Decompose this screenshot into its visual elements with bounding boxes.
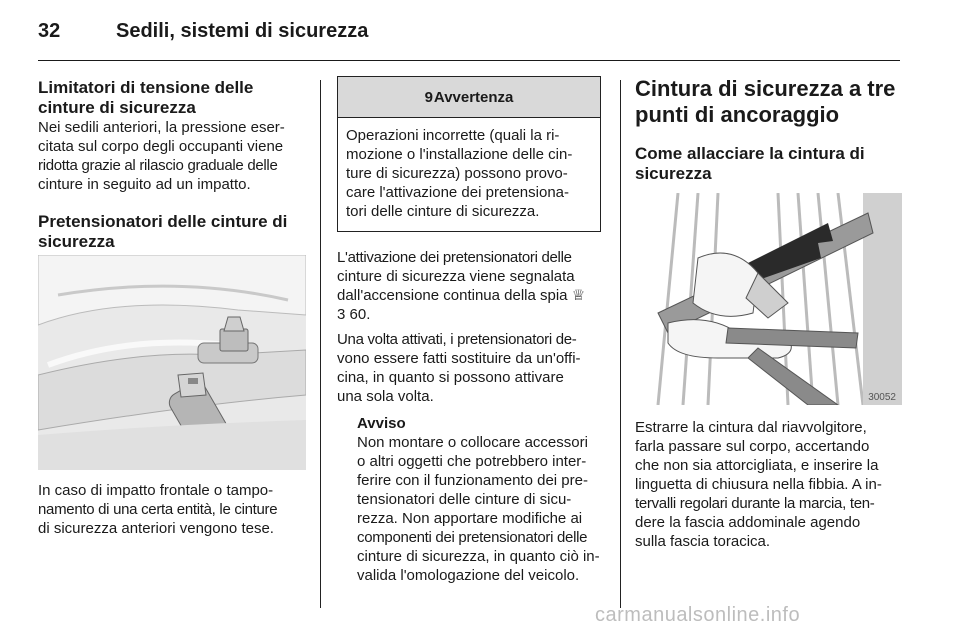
page-number: 32 [38,20,61,42]
text-line: componenti dei pretensionatori delle [357,529,588,546]
text-line: cina, in quanto si possono attivare [337,369,564,386]
heading-line: Pretensionatori delle cinture di [38,212,288,231]
column-1 [38,78,306,252]
heading-line: sicurezza [635,164,712,183]
watermark: carmanualsonline.info [595,604,801,626]
fasten-belt-illustration [638,193,902,405]
paragraph-replacement [337,330,607,406]
text-line: linguetta di chiusura nella fibbia. A in- [635,476,882,493]
warning-title: Avvertenza [433,88,514,106]
warning-body [338,118,600,231]
paragraph-pretensioners [38,481,306,538]
text-line: valida l'omologazione del veicolo. [357,567,580,584]
column-divider-right [620,80,621,608]
text-line: tori delle cinture di sicurezza. [346,203,540,220]
text-line: dall'accensione continua della spia ♕ [337,287,586,304]
text-line: ture di sicurezza) possono provo- [346,165,568,182]
heading-line: Limitatori di tensione delle [38,78,254,97]
text-line: mozione o l'installazione delle cin- [346,146,573,163]
text-line: In caso di impatto frontale o tampo- [38,482,274,499]
text-line: Nei sedili anteriori, la pressione eser- [38,119,285,136]
section-heading-limiters [38,78,306,118]
belt-illustration-svg [638,193,902,405]
text-line: cinture in seguito ad un impatto. [38,176,251,193]
figure-code: 30052 [868,392,896,403]
running-title: Sedili, sistemi di sicurezza [116,20,369,42]
section-heading-fasten-belt [635,144,905,184]
heading-line: Come allacciare la cintura di [635,144,865,163]
paragraph-fasten-instructions [635,418,905,551]
page-header [38,18,900,62]
text-line: cinture di sicurezza, in quanto ciò in- [357,548,600,565]
text-line: di sicurezza anteriori vengono tese. [38,520,274,537]
text-line: rezza. Non apportare modifiche ai [357,510,583,527]
text-line: Operazioni incorrette (quali la ri- [346,127,560,144]
warning-box [337,76,601,232]
text-line: Non montare o collocare accessori [357,434,588,451]
heading-line: punti di ancoraggio [635,102,840,127]
text-line: citata sul corpo degli occupanti viene [38,138,284,155]
heading-line: Cintura di sicurezza a tre [635,76,896,101]
column-3 [635,76,905,184]
text-line: care l'attivazione dei pretensiona- [346,184,569,201]
section-heading-three-point-belt [635,76,905,128]
column-divider-left [320,80,321,608]
seat-illustration-svg [38,255,306,470]
text-line: sulla fascia toracica. [635,533,771,550]
text-line: ferire con il funzionamento dei pre- [357,472,588,489]
text-line: namento di una certa entità, le cinture [38,501,278,518]
header-rule [38,60,900,61]
text-line: tensionatori delle cinture di sicu- [357,491,572,508]
text-line: una sola volta. [337,388,434,405]
warning-symbol-icon: 9 [424,88,433,106]
text-line: Una volta attivati, i pretensionatori de- [337,331,577,348]
warning-title-bar [338,77,600,118]
column-1-bottom [38,481,306,538]
paragraph-limiters [38,118,306,194]
text-line: che non sia attorcigliata, e inserire la [635,457,879,474]
paragraph-activation [337,248,607,324]
column-3-bottom [635,418,905,551]
heading-line: cinture di sicurezza [38,98,196,117]
text-line: Estrarre la cintura dal riavvolgitore, [635,419,867,436]
heading-line: sicurezza [38,232,115,251]
page-reference[interactable]: 3 60. [337,306,371,323]
text-line: dere la fascia addominale agendo [635,514,861,531]
notice-title: Avviso [357,415,406,432]
seat-belt-buckle-illustration [38,255,306,470]
text-line: cinture di sicurezza viene segnalata [337,268,575,285]
text-line: farla passare sul corpo, accertando [635,438,870,455]
text-line: vono essere fatti sostituire da un'offi- [337,350,581,367]
text-line: L'attivazione dei pretensionatori delle [337,249,572,266]
notice-block [337,414,607,585]
section-heading-pretensioners [38,212,306,252]
column-2 [337,76,607,585]
text-line: ridotta grazie al rilascio graduale delle [38,157,278,174]
text-line: o altri oggetti che potrebbero inter- [357,453,587,470]
text-line: tervalli regolari durante la marcia, ten- [635,495,875,512]
